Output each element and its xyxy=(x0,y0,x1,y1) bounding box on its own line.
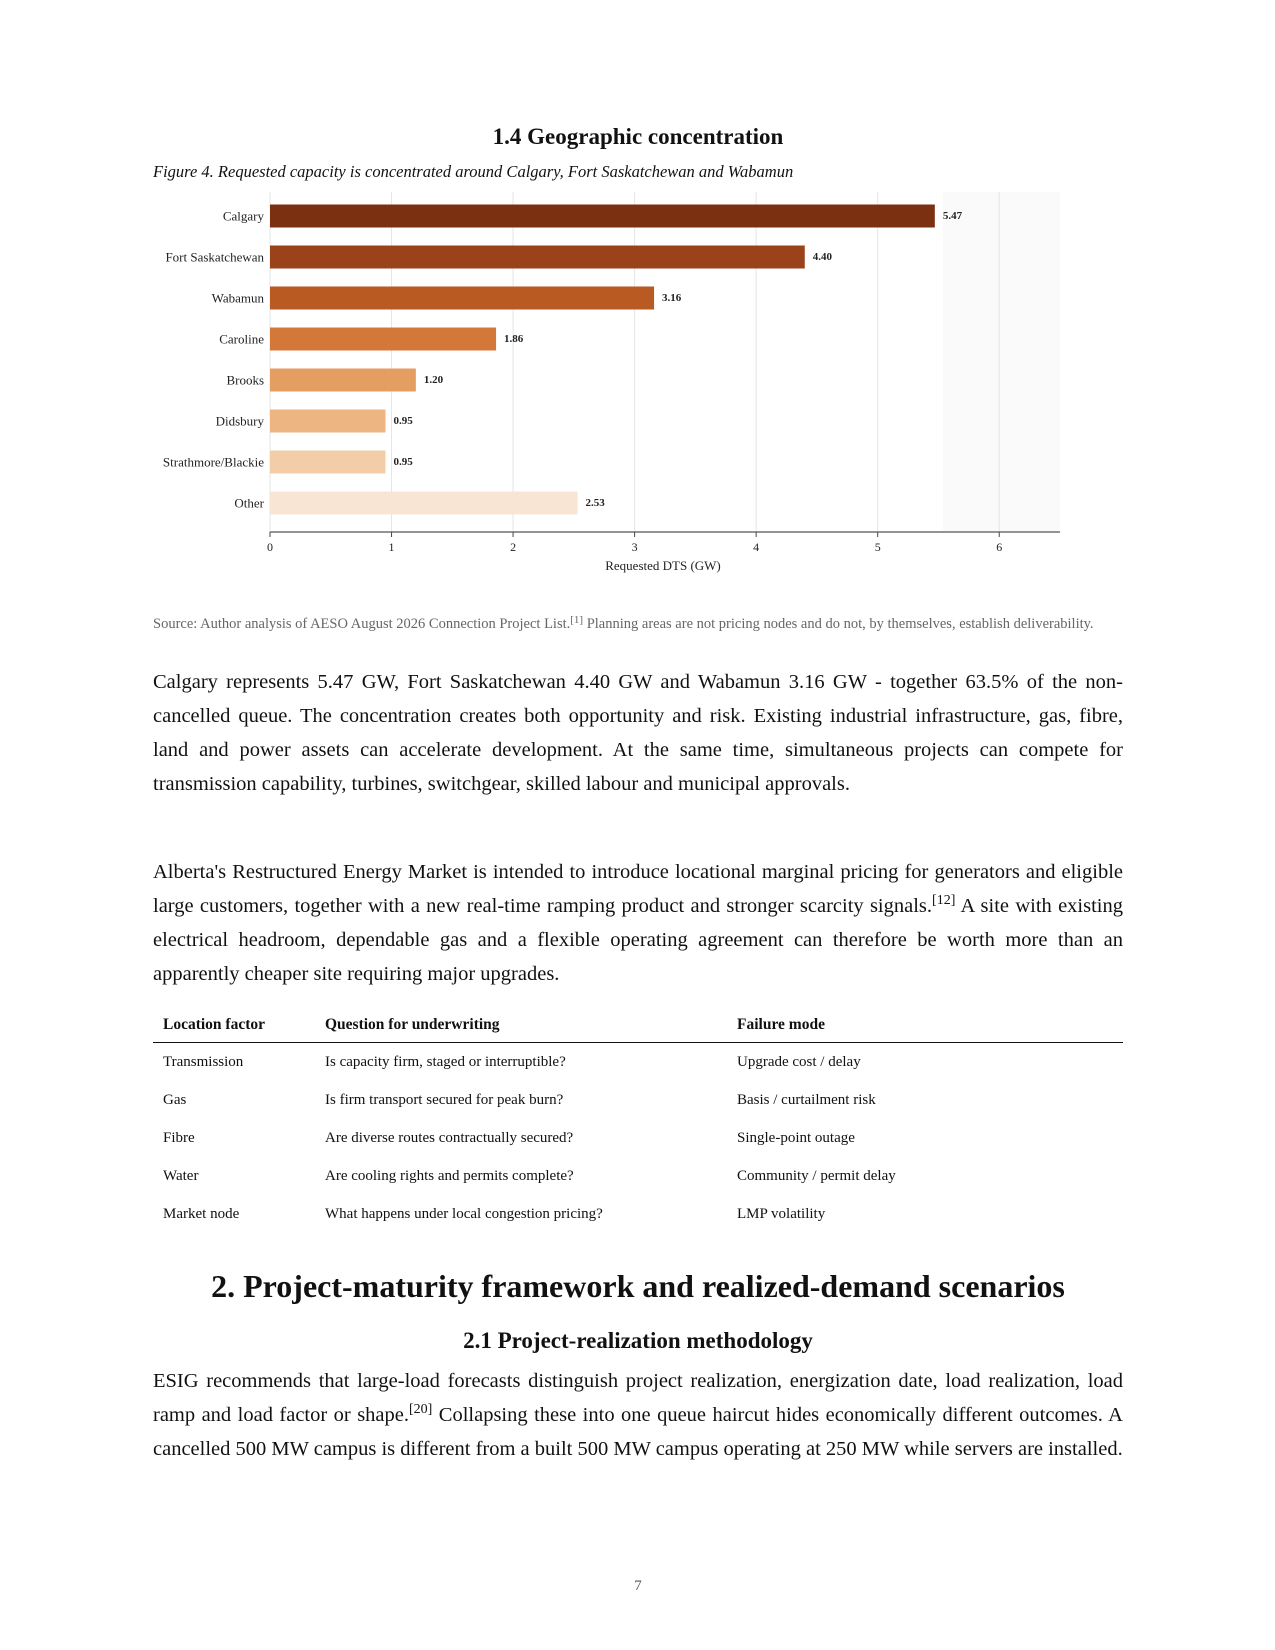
bar-brooks xyxy=(270,369,416,392)
bar-wabamun xyxy=(270,287,654,310)
paragraph-geographic-concentration: Calgary represents 5.47 GW, Fort Saskatchewan 4.40 GW and Wabamun 3.16 GW - together 63.5% of the non-cancelled queue. The concentration creates both opportunity and risk. Existing industrial infrastructure, gas, fibre, land and power assets can accelerate development. At the same time, simultaneous projects can compete for transmission capability, turbines, switchgear, skilled labour and municipal approvals. xyxy=(153,671,1123,795)
source-note: Planning areas are not pricing nodes and do not, by themselves, establish deliverability. xyxy=(583,616,1094,632)
category-label: Other xyxy=(234,495,264,511)
source-citation[interactable]: [1] xyxy=(570,614,584,626)
category-label: Calgary xyxy=(222,208,264,224)
paragraph-text: A site with existing electrical headroom, dependable gas and a flexible operating agreement can therefore be worth more than an apparently cheaper site requiring major upgrades. xyxy=(153,895,1123,985)
category-label: Brooks xyxy=(226,372,264,388)
x-tick-label: 6 xyxy=(996,540,1003,554)
source-text: Source: Author analysis of AESO August 2026 Connection Project List. xyxy=(153,616,571,632)
bar-value-label: 5.47 xyxy=(942,210,963,222)
paragraph-text: ESIG recommends that large-load forecasts distinguish project realization, energization date, load realization, load ramp and load factor or shape. xyxy=(153,1370,1123,1426)
table-cell: Upgrade cost / delay xyxy=(737,1053,861,1070)
x-tick-label: 0 xyxy=(267,540,273,554)
bar-value-label: 4.40 xyxy=(812,251,833,263)
category-label: Fort Saskatchewan xyxy=(165,249,264,265)
paragraph-text: Alberta's Restructured Energy Market is intended to introduce locational marginal pricing for generators and eligible large customers, together with a new real-time ramping product and stronger scarcity signals. xyxy=(153,861,1123,917)
x-tick-label: 3 xyxy=(631,540,638,554)
chapter-heading: 2. Project-maturity framework and realized-demand scenarios xyxy=(211,1268,1065,1304)
column-header: Failure mode xyxy=(727,1010,1123,1043)
paragraph-text: Collapsing these into one queue haircut hides economically different outcomes. A cancelled 500 MW campus is different from a built 500 MW campus operating at 250 MW while servers are installed. xyxy=(153,1404,1123,1460)
bar-chart-svg xyxy=(153,192,1123,612)
bar-fort-saskatchewan xyxy=(270,246,805,269)
bar-strathmore-blackie xyxy=(270,451,385,474)
bar-calgary xyxy=(270,205,935,228)
table-cell: Is capacity firm, staged or interruptible? xyxy=(325,1053,566,1070)
x-tick-label: 1 xyxy=(388,540,395,554)
table-cell: Basis / curtailment risk xyxy=(737,1091,876,1108)
bar-value-label: 2.53 xyxy=(585,497,605,509)
table-cell: Transmission xyxy=(163,1053,244,1070)
citation-12[interactable]: [12] xyxy=(932,893,956,908)
table-cell: Fibre xyxy=(163,1129,195,1146)
subsection-heading: 2.1 Project-realization methodology xyxy=(463,1328,813,1353)
table-row xyxy=(153,1119,1123,1157)
table-cell: Is firm transport secured for peak burn? xyxy=(325,1091,564,1108)
column-header: Location factor xyxy=(153,1010,315,1043)
location-factor-table xyxy=(153,1010,1123,1233)
figure-caption: Figure 4. Requested capacity is concentrated around Calgary, Fort Saskatchewan and Wabamun xyxy=(153,162,794,181)
page-number: 7 xyxy=(634,1578,642,1594)
table-cell: Single-point outage xyxy=(737,1129,855,1146)
x-tick-label: 5 xyxy=(874,540,881,554)
table-row xyxy=(153,1157,1123,1195)
x-axis-label: Requested DTS (GW) xyxy=(605,558,721,573)
bar-value-label: 0.95 xyxy=(393,415,413,427)
bar-value-label: 1.20 xyxy=(423,374,444,386)
paragraph-methodology xyxy=(153,1364,1123,1466)
bar-didsbury xyxy=(270,410,385,433)
x-tick-label: 4 xyxy=(753,540,760,554)
table-header-row xyxy=(153,1010,1123,1043)
bar-chart xyxy=(153,192,1123,612)
bar-other xyxy=(270,492,577,515)
table-cell: Are cooling rights and permits complete? xyxy=(325,1167,574,1184)
table-cell: Market node xyxy=(163,1205,240,1222)
table-cell: LMP volatility xyxy=(737,1205,826,1222)
paragraph-restructured-market xyxy=(153,855,1123,991)
citation-20[interactable]: [20] xyxy=(409,1402,433,1417)
table-cell: Gas xyxy=(163,1091,187,1108)
category-label: Caroline xyxy=(219,331,264,347)
bar-value-label: 0.95 xyxy=(393,456,413,468)
category-label: Wabamun xyxy=(211,290,264,306)
table-cell: Are diverse routes contractually secured? xyxy=(325,1129,574,1146)
table-row xyxy=(153,1081,1123,1119)
plot-shade xyxy=(943,192,1060,532)
bar-value-label: 1.86 xyxy=(504,333,524,345)
column-header: Question for underwriting xyxy=(315,1010,727,1043)
category-label: Didsbury xyxy=(215,413,264,429)
table-cell: What happens under local congestion pricing? xyxy=(325,1205,603,1222)
section-title: 1.4 Geographic concentration xyxy=(492,124,784,149)
table-row xyxy=(153,1195,1123,1233)
category-label: Strathmore/Blackie xyxy=(162,454,264,470)
bar-value-label: 3.16 xyxy=(662,292,682,304)
x-tick-label: 2 xyxy=(510,540,517,554)
table-row xyxy=(153,1043,1123,1082)
bar-caroline xyxy=(270,328,496,351)
table-cell: Water xyxy=(163,1167,199,1184)
figure-source xyxy=(153,614,1123,634)
table-cell: Community / permit delay xyxy=(737,1167,896,1184)
